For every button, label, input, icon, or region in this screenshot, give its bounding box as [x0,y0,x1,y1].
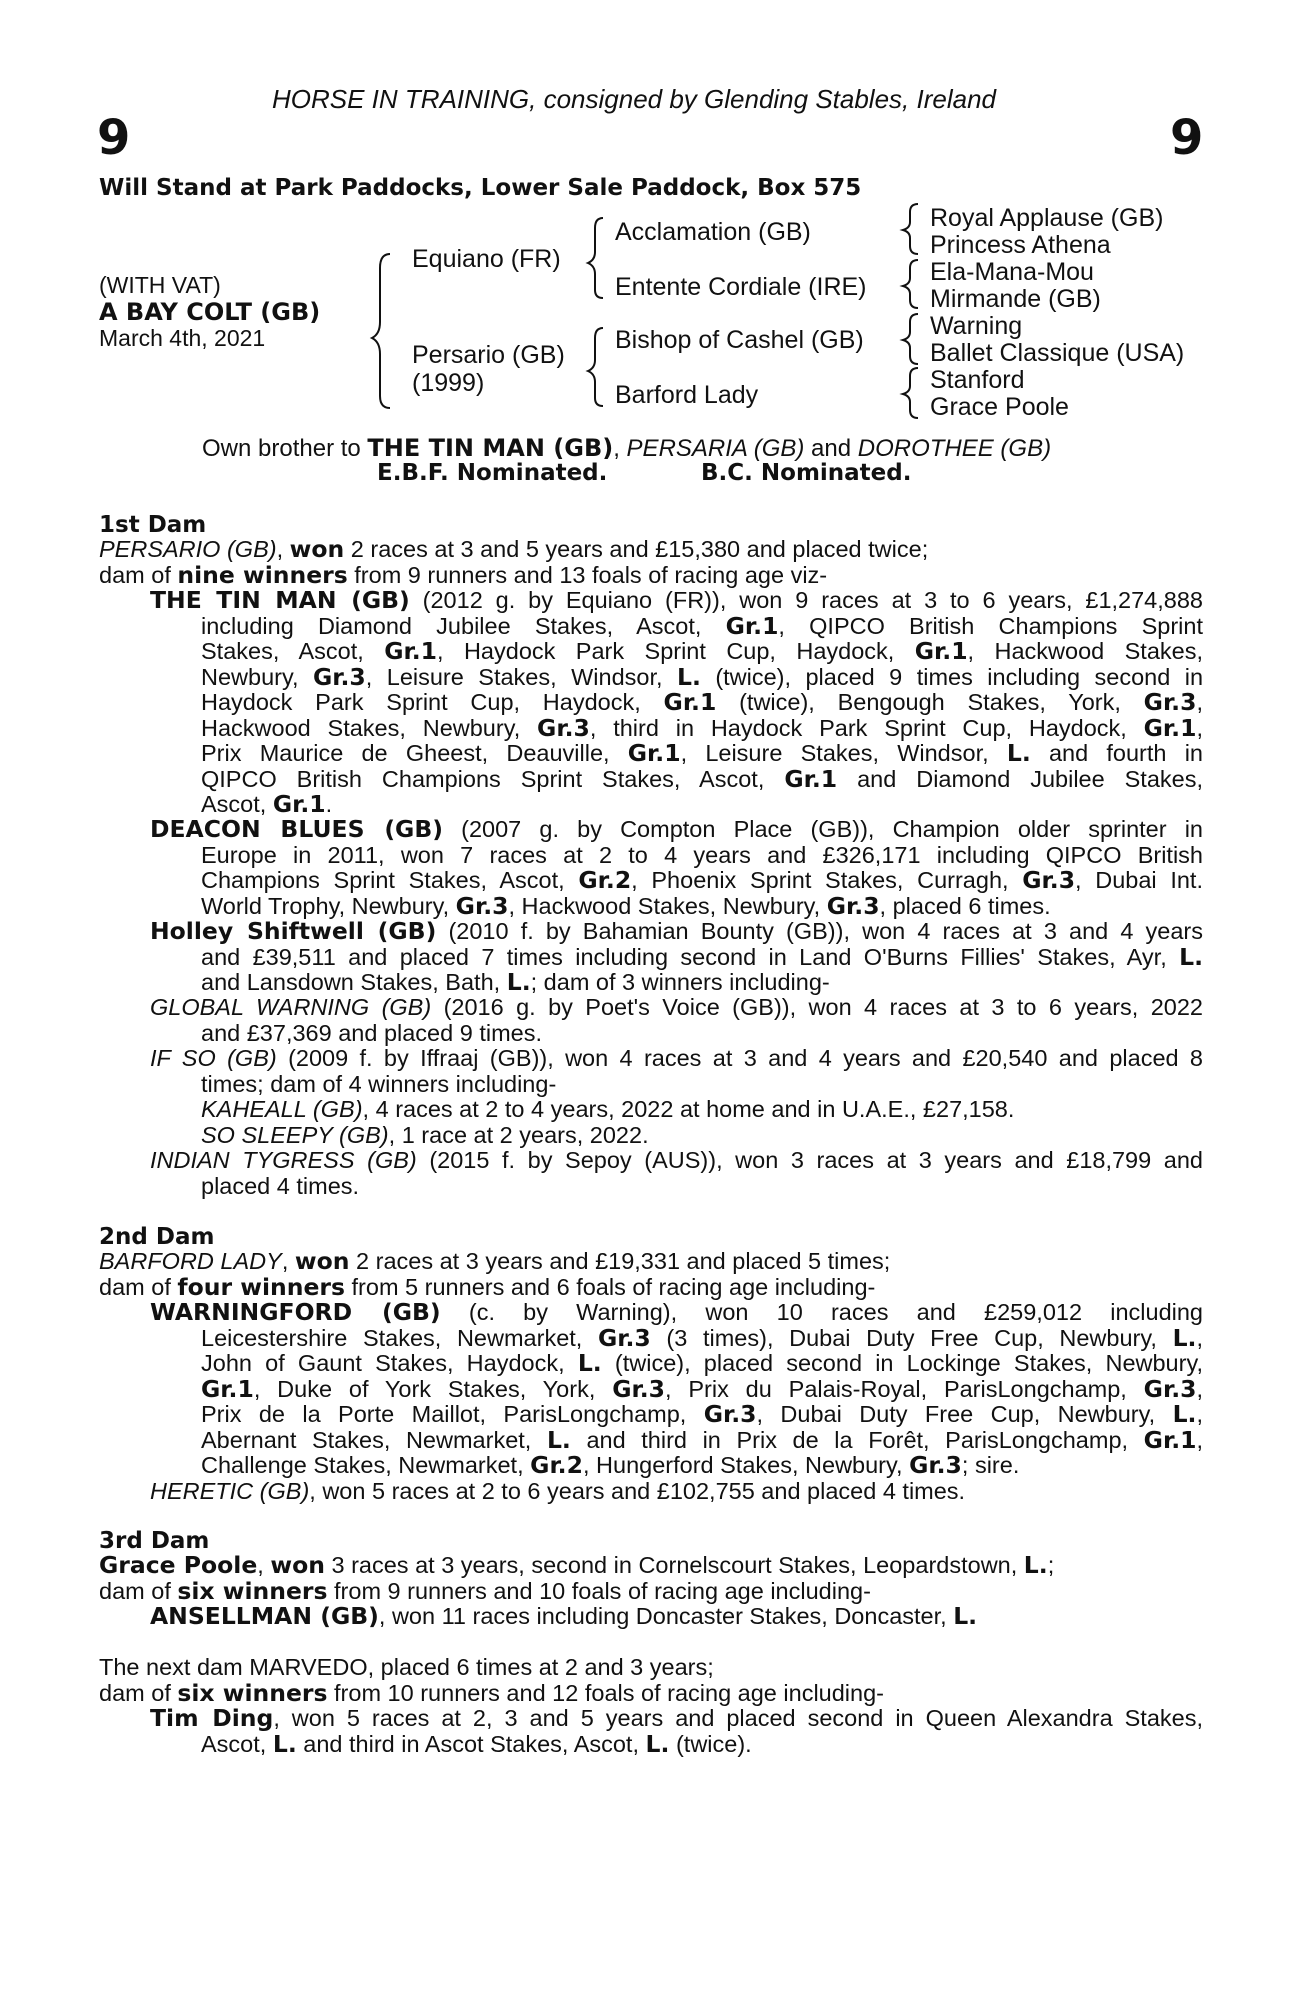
grade: L. [1172,1400,1197,1428]
text-span: and third in Prix de la Forêt, ParisLongchamp, [570,1426,1144,1453]
text-span: Haydock Park Sprint Cup, Haydock, [201,689,664,715]
text-span: 3 races at 3 years, second in Cornelscourt Stakes, Leopardstown, [324,1552,1024,1578]
horse-name: WARNINGFORD (GB) [150,1298,441,1326]
text-line [201,639,1203,665]
progeny-holley-shiftwell [150,919,1203,996]
text-span: (twice). [669,1730,752,1757]
horse-name: Tim Ding [150,1704,274,1732]
text-line [201,690,1203,716]
grade: Gr.1 [1143,713,1197,742]
lot-number-right: 9 [1170,110,1204,166]
grade: L. [272,1729,297,1758]
text-span: , placed 6 times. [879,892,1051,919]
text-line [201,1351,1203,1377]
text-span: and Diamond Jubilee Stakes, [837,765,1203,792]
grade: Gr.3 [826,891,880,920]
dam1-runners: from 9 runners and 13 foals of racing age viz- [347,561,828,588]
progeny-if-so [150,1046,1203,1148]
text-line [150,588,1203,614]
text-line [99,1706,1203,1732]
pedigree-dam-sire: Bishop of Cashel (GB) [615,326,864,354]
text-span: Hackwood Stakes, Newbury, [201,714,538,741]
brother-name-2: PERSARIA (GB) [626,435,805,462]
grade: Gr.3 [597,1323,651,1352]
text-span: , Hackwood Stakes, [967,638,1203,664]
text-span: , Haydock Park Sprint Cup, Haydock, [437,638,915,664]
text-span: Champions Sprint Stakes, Ascot, [201,867,579,893]
pedigree-gen3-1: Royal Applause (GB) [930,204,1164,232]
text-span: , 1 race at 2 years, 2022. [388,1121,649,1148]
ebf-nomination: E.B.F. Nominated. [377,460,608,486]
text-line [201,942,1203,971]
text-line [201,1453,1203,1479]
brother-prefix: Own brother to [202,435,368,462]
dam1-record: 2 races at 3 and 5 years and £15,380 and placed twice; [344,536,929,562]
third-dam-line-2 [99,1576,1203,1605]
first-dam-section [99,537,1203,588]
text-span: , won 5 races at 2 to 6 years and £102,755 and placed 4 times. [309,1477,966,1504]
text-span: and third in Ascot Stakes, Ascot, [296,1730,646,1757]
text-span: from 9 runners and 10 foals of racing age including- [327,1577,871,1604]
consignment-header: HORSE IN TRAINING, consigned by Glending Stables, Ireland [272,84,996,114]
next-dam-line-2 [99,1678,1203,1707]
pedigree-gen3-4: Mirmande (GB) [930,285,1101,313]
grade: L. [645,1729,670,1758]
grade: Gr.3 [909,1451,962,1479]
third-dam-heading: 3rd Dam [99,1528,210,1554]
progeny-deacon-details [150,843,1203,920]
text-span: , won 5 races at 2, 3 and 5 years and placed second in Queen Alexandra Stakes, [273,1705,1203,1731]
horse-name: ANSELLMAN (GB) [150,1602,379,1630]
horse-name: SO SLEEPY (GB) [201,1121,389,1148]
text-span: , QIPCO British Champions Sprint [778,612,1203,639]
pedigree-dam-dam: Barford Lady [615,381,759,409]
pedigree-gen3-5: Warning [930,312,1023,340]
horse-name: IF SO (GB) [150,1045,277,1071]
text-line [201,792,1203,818]
dam1-winners: nine winners [177,560,348,589]
text-line [201,868,1203,894]
text-span: , Hungerford Stakes, Newbury, [582,1452,910,1478]
horse-name: GLOBAL WARNING (GB) [150,994,432,1020]
text-line [201,741,1203,767]
dam3-name: Grace Poole [99,1551,258,1579]
grade: Gr.1 [663,688,717,716]
first-dam-heading: 1st Dam [99,512,207,538]
text-span: , [1196,1401,1203,1427]
dam1-won: won [289,535,345,563]
text-span: Newbury, [201,663,313,690]
lot-number-left: 9 [97,110,131,166]
text-line [150,1046,1203,1072]
progeny-global-warning [150,995,1203,1046]
text-span: dam of [99,1577,178,1604]
grade: Gr.3 [537,713,590,742]
progeny-deacon-blues [150,817,1203,919]
dam2-won: won [294,1247,350,1275]
grade: Gr.3 [1022,866,1076,894]
text-span: ; [1047,1552,1055,1578]
text-line [201,1323,1203,1352]
grade: Gr.1 [725,611,779,640]
text-span: , [1196,1324,1203,1351]
text-span: . [325,791,333,817]
text-span: ; dam of 3 winners including- [530,969,830,995]
progeny-warningford-details [150,1323,1204,1479]
grade: Gr.3 [312,662,366,691]
text-line [201,611,1203,640]
text-span: (3 times), Dubai Duty Free Cup, Newbury, [650,1324,1173,1351]
horse-name: DEACON BLUES (GB) [150,815,444,843]
second-dam-section [99,1249,1203,1300]
text-span: , [1196,714,1203,741]
text-line [150,995,1203,1021]
progeny-ansellman [99,1604,1203,1630]
dam2-record: 2 races at 3 years and £19,331 and placed 5 times; [349,1248,891,1274]
text-line [150,919,1203,945]
text-span: Prix Maurice de Gheest, Deauville, [201,740,628,766]
lot-title: A BAY COLT (GB) [99,298,321,326]
text-span: (twice), Bengough Stakes, York, [716,689,1144,715]
text-span: (2016 g. by Poet's Voice (GB)), won 4 races at 3 to 6 years, 2022 [431,994,1203,1020]
pedigree-gen3-3: Ela-Mana-Mou [930,258,1094,286]
dam3-winners: six winners [177,1576,328,1605]
text-span: and Lansdown Stakes, Bath, [201,969,507,995]
grade: Gr.1 [627,739,681,767]
text-span: (2012 g. by Equiano (FR)), won 9 races at 3 to 6 years, £1,274,888 [409,587,1203,613]
grade: Gr.3 [612,1374,666,1403]
text-span: , 4 races at 2 to 4 years, 2022 at home and in U.A.E., £27,158. [362,1096,1015,1122]
text-line [201,713,1203,742]
text-span: dam of [99,1273,178,1300]
text-line [150,1729,1203,1758]
pedigree-dam-year: (1999) [412,369,485,397]
next-dam-section [99,1655,1203,1757]
text-span: (c. by Warning), won 10 races and £259,012 including [440,1299,1203,1325]
brother-name-1: THE TIN MAN (GB) [367,434,614,462]
grade: Gr.1 [384,637,438,665]
brother-sep-1: , [613,435,627,462]
text-span: , Leisure Stakes, Windsor, [680,740,1007,766]
text-span: World Trophy, Newbury, [201,892,456,919]
text-span: , [1196,1375,1204,1402]
text-span: , Hackwood Stakes, Newbury, [508,892,827,919]
text-span: (2015 f. by Sepoy (AUS)), won 3 races at 3 years and £18,799 and [416,1147,1203,1173]
text-span: including Diamond Jubilee Stakes, Ascot, [201,612,726,639]
text-span: Prix de la Porte Maillot, ParisLongchamp, [201,1401,704,1427]
text-span: and £39,511 and placed 7 times including second in Land O'Burns Fillies' Stakes, Ayr, [201,943,1180,970]
horse-name: INDIAN TYGRESS (GB) [150,1147,417,1173]
grade: L. [1006,739,1031,767]
text-span: Leicestershire Stakes, Newmarket, [201,1324,598,1351]
text-line [201,970,1203,996]
own-brother-line [202,434,1051,463]
text-line [150,1300,1203,1326]
pedigree-sire: Equiano (FR) [412,245,561,273]
brother-sep-2: and [804,435,858,462]
next-dam-line-1: The next dam MARVEDO, placed 6 times at 2 and 3 years; [99,1654,714,1680]
text-span: QIPCO British Champions Sprint Stakes, Ascot, [201,765,785,792]
text-span: Challenge Stakes, Newmarket, [201,1452,531,1478]
text-span: (2007 g. by Compton Place (GB)), Champion older sprinter in [443,816,1204,842]
text-span: , won 11 races including Doncaster Stakes, Doncaster, [378,1603,954,1629]
text-span: Stakes, Ascot, [201,638,385,664]
grade: Gr.1 [272,790,326,818]
text-line [150,817,1203,843]
progeny-holley-details [150,942,1203,996]
dam3-won: won [270,1551,325,1579]
text-span: (2010 f. by Bahamian Bounty (GB)), won 4 races at 3 and 4 years [436,918,1203,944]
text-line [201,764,1203,793]
text-span: and fourth in [1030,740,1203,766]
text-line [201,891,1203,920]
text-span: Abernant Stakes, Newmarket, [201,1426,547,1453]
text-span: (twice), placed second in Lockinge Stakes, Newbury, [601,1350,1203,1376]
vat-label: (WITH VAT) [99,272,221,298]
text-line [201,1425,1204,1454]
second-dam-line-1 [99,1249,1203,1275]
text-span: (twice), placed 9 times including second in [700,663,1204,690]
grade: Gr.2 [530,1451,583,1479]
second-dam-heading: 2nd Dam [99,1224,215,1250]
text-line: Europe in 2011, won 7 races at 2 to 4 years and £326,171 including QIPCO British [201,841,1203,868]
grade: L. [1023,1551,1048,1579]
horse-name: HERETIC (GB) [150,1477,310,1504]
progeny-heretic [150,1479,1203,1505]
first-dam-line-1: PERSARIO (GB), won 2 races at 3 and 5 years and £15,380 and placed twice; [99,535,929,563]
grade: Gr.3 [455,891,509,920]
bc-nomination: B.C. Nominated. [701,460,912,486]
first-dam-line-2 [99,560,1203,589]
progeny-tin-man [150,588,1203,818]
horse-name: Holley Shiftwell (GB) [150,917,437,945]
location-line: Will Stand at Park Paddocks, Lower Sale Paddock, Box 575 [99,175,862,201]
text-span: from 10 runners and 12 foals of racing age including- [327,1679,884,1706]
grand-progeny-so-sleepy [150,1123,1203,1149]
grade: L. [506,968,531,996]
pedigree-gen3-6: Ballet Classique (USA) [930,339,1185,367]
grade: Gr.1 [201,1374,254,1403]
brother-name-3: DOROTHEE (GB) [857,435,1052,462]
text-span: , [1196,1426,1204,1453]
grade: Gr.2 [578,866,632,894]
text-span: , [257,1552,271,1578]
second-dam-line-2 [99,1272,1203,1301]
text-line [201,1402,1203,1428]
progeny-indian-tygress [150,1148,1203,1199]
text-span: , Dubai Int. [1075,867,1203,893]
grade: L. [1179,942,1203,971]
grade: L. [1172,1323,1197,1352]
third-dam-section [99,1553,1203,1630]
grand-progeny-kaheall [150,1097,1203,1123]
dam2-winners: four winners [177,1272,345,1301]
nextdam-winners: six winners [177,1678,328,1707]
grade: L. [676,662,701,691]
horse-name: THE TIN MAN (GB) [150,586,410,614]
text-line: times; dam of 4 winners including- [201,1070,557,1097]
grade: Gr.1 [1143,1425,1197,1454]
third-dam-line-1 [99,1553,1203,1579]
text-line [201,1374,1204,1403]
progeny-tin-man-details [150,611,1204,818]
text-span: Ascot, [201,1730,273,1757]
dam2-name: BARFORD LADY [99,1248,282,1274]
text-span: ; sire. [961,1452,1020,1478]
text-span: , Leisure Stakes, Windsor, [365,663,677,690]
text-line: and £37,369 and placed 9 times. [201,1019,543,1046]
grade: L. [953,1602,978,1630]
text-span: from 5 runners and 6 foals of racing age including- [345,1273,876,1300]
grade: Gr.3 [1143,688,1197,716]
pedigree-sire-dam: Entente Cordiale (IRE) [615,273,867,301]
grade: Gr.1 [914,637,968,665]
text-span: , [1196,689,1203,715]
grade: Gr.3 [703,1400,757,1428]
text-span: dam of [99,1679,178,1706]
horse-name: KAHEALL (GB) [201,1096,363,1122]
text-line [201,662,1204,691]
text-span: , Dubai Duty Free Cup, Newbury, [756,1401,1173,1427]
pedigree-dam: Persario (GB) [412,341,565,369]
text-line [150,1148,1203,1174]
text-span: Ascot, [201,791,273,817]
pedigree-gen3-7: Stanford [930,366,1025,394]
text-span: (2009 f. by Iffraaj (GB)), won 4 races at 3 and 4 years and £20,540 and placed 8 [276,1045,1203,1071]
dam1-name: PERSARIO (GB) [99,536,277,562]
pedigree-gen3-2: Princess Athena [930,231,1111,259]
grade: L. [577,1349,602,1377]
pedigree-gen3-8: Grace Poole [930,393,1069,421]
text-span: , Prix du Palais-Royal, ParisLongchamp, [665,1375,1144,1402]
grade: Gr.1 [784,764,838,793]
text-span: , third in Haydock Park Sprint Cup, Haydock, [589,714,1144,741]
foaling-date: March 4th, 2021 [99,325,266,351]
progeny-warningford [150,1300,1203,1504]
text-line: placed 4 times. [201,1172,360,1199]
text-span: , [281,1248,295,1274]
progeny-tim-ding [99,1706,1203,1757]
text-span: , Phoenix Sprint Stakes, Curragh, [631,867,1023,893]
text-span: , Duke of York Stakes, York, [253,1375,613,1402]
grade: L. [546,1425,571,1454]
text-span: John of Gaunt Stakes, Haydock, [201,1350,578,1376]
dam1-damof: dam of [99,561,178,588]
pedigree-sire-sire: Acclamation (GB) [615,218,811,246]
grade: Gr.3 [1143,1374,1197,1403]
